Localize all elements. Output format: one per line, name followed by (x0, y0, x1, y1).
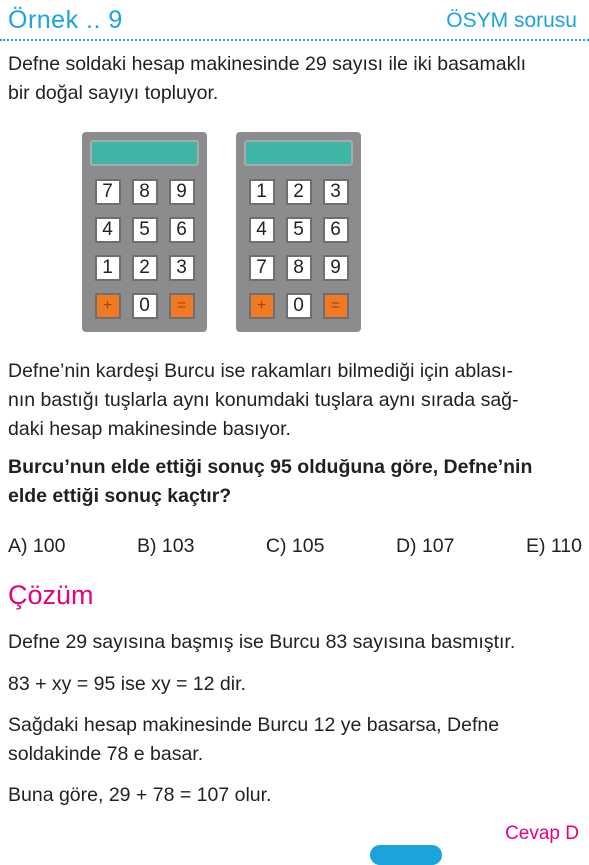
solution-line3a: Sağdaki hesap makinesinde Burcu 12 ye basarsa, Defne (8, 714, 500, 736)
option-b-value: 103 (161, 535, 195, 557)
solution-line3 (8, 711, 582, 769)
right-calculator-screen (244, 140, 353, 166)
right-calc-key-5[interactable]: 5 (286, 217, 312, 243)
question-intro (8, 50, 582, 108)
right-calc-key-2[interactable]: 2 (286, 179, 312, 205)
solution-line4: Buna göre, 29 + 78 = 107 olur. (8, 784, 272, 806)
option-d[interactable] (396, 535, 455, 558)
question-intro-line2: bir doğal sayıyı topluyor. (8, 82, 219, 104)
solution-title: Çözüm (8, 580, 94, 610)
question-story-line2: nın bastığı tuşlarla aynı konumdaki tuşlara aynı sırada sağ- (8, 389, 519, 411)
option-c-value: 105 (291, 535, 325, 557)
option-c[interactable] (266, 535, 325, 558)
question-story-line3: daki hesap makinesinde basıyor. (8, 418, 291, 440)
left-calculator (82, 132, 207, 332)
question-story (8, 357, 582, 444)
option-e[interactable] (526, 535, 582, 558)
right-calc-key-plus[interactable]: + (249, 293, 275, 319)
left-calc-key-7[interactable]: 7 (95, 179, 121, 205)
solution-line1: Defne 29 sayısına başmış ise Burcu 83 sayısına basmıştır. (8, 631, 516, 653)
example-title: Örnek .. 9 (8, 6, 123, 34)
question-ask (8, 453, 582, 511)
solution-line2: 83 + xy = 95 ise xy = 12 dir. (8, 673, 246, 695)
option-d-value: 107 (421, 535, 455, 557)
right-calc-key-4[interactable]: 4 (249, 217, 275, 243)
left-calc-key-2[interactable]: 2 (132, 255, 158, 281)
left-calc-key-0[interactable]: 0 (132, 293, 158, 319)
option-e-value: 110 (550, 535, 582, 557)
right-calc-key-equals[interactable]: = (323, 293, 349, 319)
right-calculator (236, 132, 361, 332)
right-calc-key-9[interactable]: 9 (323, 255, 349, 281)
page-tab (370, 845, 442, 865)
source-label: ÖSYM sorusu (446, 9, 577, 32)
left-calc-key-8[interactable]: 8 (132, 179, 158, 205)
right-calc-key-6[interactable]: 6 (323, 217, 349, 243)
left-calc-key-6[interactable]: 6 (169, 217, 195, 243)
answer-label: Cevap D (505, 823, 579, 844)
question-ask-line1: Burcu’nun elde ettiği sonuç 95 olduğuna göre, Defne’nin (8, 456, 533, 478)
question-intro-line1: Defne soldaki hesap makinesinde 29 sayısı ile iki basamaklı (8, 53, 527, 75)
right-calc-key-0[interactable]: 0 (286, 293, 312, 319)
left-calc-key-1[interactable]: 1 (95, 255, 121, 281)
option-a-letter: A) (8, 535, 28, 557)
option-d-letter: D) (395, 535, 417, 557)
right-calc-key-1[interactable]: 1 (249, 179, 275, 205)
left-calc-key-5[interactable]: 5 (132, 217, 158, 243)
right-calc-key-3[interactable]: 3 (323, 179, 349, 205)
option-b-letter: B) (136, 535, 157, 557)
right-calc-key-8[interactable]: 8 (286, 255, 312, 281)
header-divider (0, 39, 589, 41)
option-e-letter: E) (525, 535, 546, 557)
left-calc-key-plus[interactable]: + (95, 293, 121, 319)
option-a-value: 100 (32, 535, 66, 557)
left-calc-key-3[interactable]: 3 (169, 255, 195, 281)
answer-options (8, 535, 582, 558)
right-calculator-keypad (244, 179, 353, 319)
left-calc-key-4[interactable]: 4 (95, 217, 121, 243)
left-calc-key-9[interactable]: 9 (169, 179, 195, 205)
option-c-letter: C) (265, 535, 287, 557)
left-calc-key-equals[interactable]: = (169, 293, 195, 319)
solution-line3b: soldakinde 78 e basar. (8, 743, 204, 765)
right-calc-key-7[interactable]: 7 (249, 255, 275, 281)
left-calculator-keypad (90, 179, 199, 319)
left-calculator-screen (90, 140, 199, 166)
question-ask-line2: elde ettiği sonuç kaçtır? (8, 485, 232, 507)
option-b[interactable] (137, 535, 194, 558)
option-a[interactable] (8, 535, 65, 558)
question-story-line1: Defne’nin kardeşi Burcu ise rakamları bilmediği için ablası- (8, 360, 514, 382)
